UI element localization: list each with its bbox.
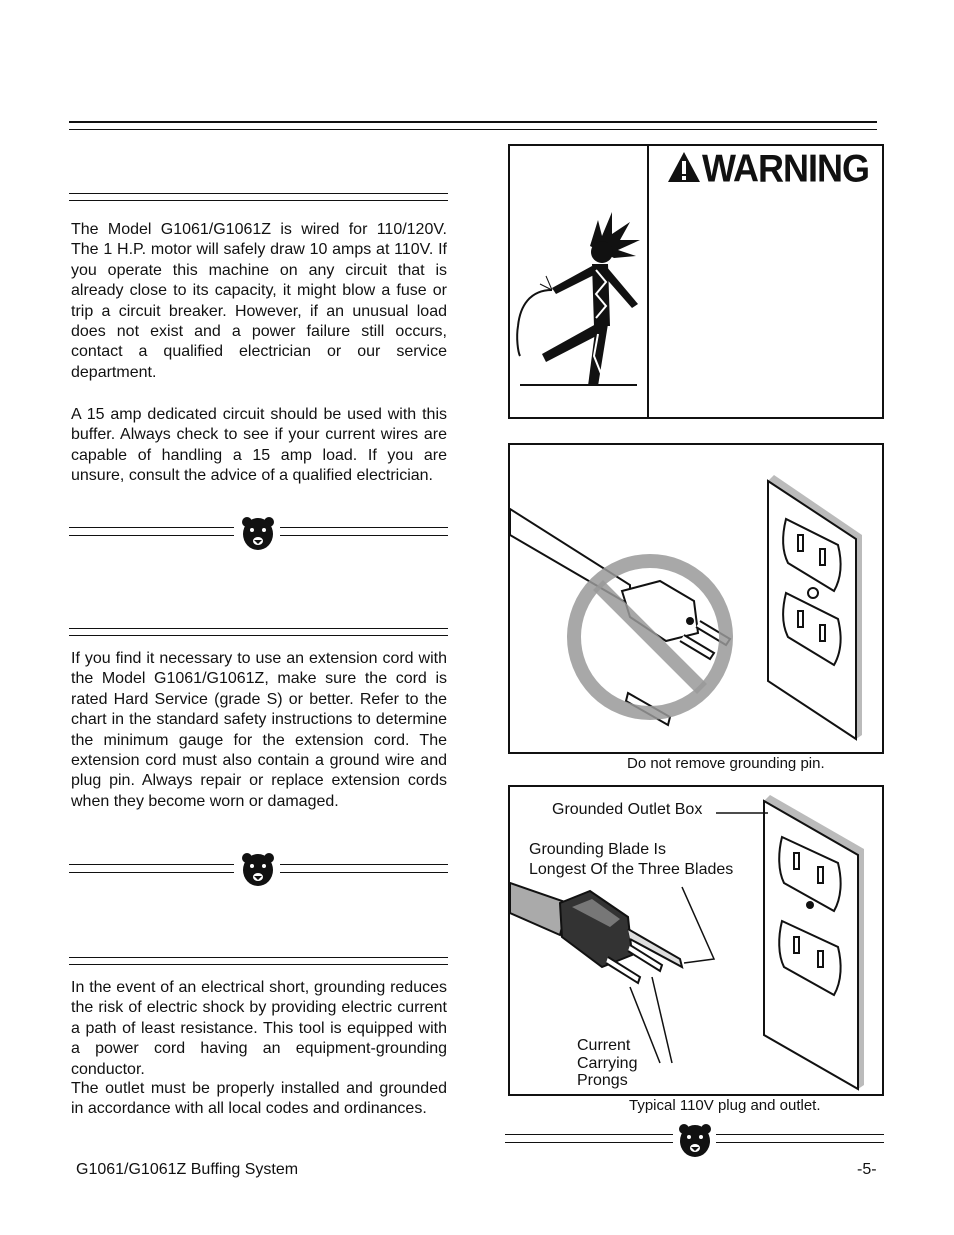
warning-box-divider xyxy=(647,146,649,417)
section-1-rule xyxy=(69,193,448,194)
top-rule xyxy=(69,121,877,123)
divider-1-line xyxy=(69,535,234,536)
section-3-paragraph-2: The outlet must be properly installed and grounded in accordance with all local codes and ordinances. xyxy=(71,1080,447,1118)
section-3-paragraph-1: In the event of an electrical short, grounding reduces the risk of electric shock by providing electric current a path of least resistance. This tool is equipped with a power cord having an equipment-grounding conductor. xyxy=(71,979,447,1078)
label-grounding-blade-line1: Grounding Blade Is xyxy=(529,841,666,858)
footer-page-number: -5- xyxy=(857,1161,877,1178)
section-1-rule-thin xyxy=(69,200,448,201)
section-2-paragraph-1: If you find it necessary to use an extension cord with the Model G1061/G1061Z, make sure the cord is rated Hard Service (grade S) or better. Refer to the chart in the standard safety instructions to determine the minimum gauge for the extension cord. The extension cord must also contain a ground wire and plug pin. Always repair or replace extension cords when they become worn or damaged. xyxy=(71,650,447,810)
divider-2-line xyxy=(69,864,234,865)
figure-2-caption: Typical 110V plug and outlet. xyxy=(629,1097,821,1114)
section-3-rule xyxy=(69,957,448,958)
section-2-rule xyxy=(69,628,448,629)
divider-1-line xyxy=(280,527,448,528)
warning-triangle-icon xyxy=(666,150,702,184)
divider-3-line xyxy=(505,1134,673,1135)
bear-logo-icon xyxy=(238,849,278,889)
figure-1-box xyxy=(508,443,884,754)
divider-1-line xyxy=(280,535,448,536)
section-2-rule-thin xyxy=(69,635,448,636)
divider-2-line xyxy=(69,872,234,873)
divider-3-line xyxy=(505,1142,673,1143)
bear-logo-icon xyxy=(238,513,278,553)
divider-3-line xyxy=(716,1134,884,1135)
grounded-plug-outlet-illustration xyxy=(510,787,882,1094)
label-prongs-line1: Current xyxy=(577,1037,631,1054)
label-prongs-line3: Prongs xyxy=(577,1072,628,1089)
bear-logo-icon xyxy=(675,1120,715,1160)
divider-2-line xyxy=(280,864,448,865)
warning-box xyxy=(508,144,884,419)
section-1-paragraph-1: The Model G1061/G1061Z is wired for 110/120V. The 1 H.P. motor will safely draw 10 amps at 110V. If you operate this machine on any circuit that is already close to its capacity, it might blow a fuse or trip a circuit breaker. However, if an unusual load does not exist and a power failure still occurs, contact a qualified electrician or our service department. xyxy=(71,221,447,381)
section-3-rule-thin xyxy=(69,964,448,965)
figure-2-box xyxy=(508,785,884,1096)
label-prongs-line2: Carrying xyxy=(577,1055,638,1072)
top-rule-thin xyxy=(69,129,877,130)
divider-1-line xyxy=(69,527,234,528)
section-1-paragraph-2: A 15 amp dedicated circuit should be used with this buffer. Always check to see if your current wires are capable of handling a 15 amp load. If you are unsure, consult the advice of a qualified electrician. xyxy=(71,406,447,485)
divider-2-line xyxy=(280,872,448,873)
ground-line xyxy=(520,384,637,386)
grounding-pin-removed-illustration xyxy=(510,445,882,752)
electric-shock-figure-icon xyxy=(512,206,644,392)
footer-manual-title: G1061/G1061Z Buffing System xyxy=(76,1161,299,1178)
label-grounded-outlet-box: Grounded Outlet Box xyxy=(552,801,703,818)
warning-label: WARNING xyxy=(702,146,869,191)
label-grounding-blade-line2: Longest Of the Three Blades xyxy=(529,861,734,878)
divider-3-line xyxy=(716,1142,884,1143)
figure-1-caption: Do not remove grounding pin. xyxy=(627,755,825,772)
